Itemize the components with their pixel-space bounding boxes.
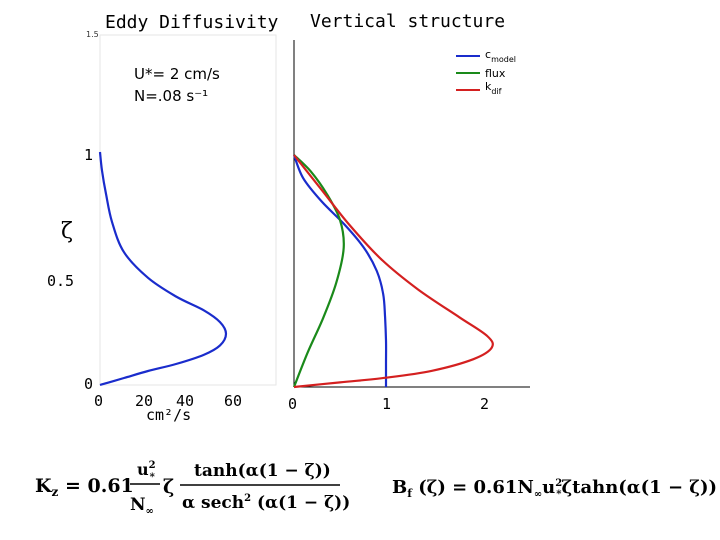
left-ytick-0: 0 [84, 375, 94, 393]
n-annotation: N=.08 s⁻¹ [134, 87, 209, 105]
left-x-axis-label: cm²/s [146, 406, 192, 424]
left-xtick-60: 60 [224, 392, 243, 410]
ustar-annotation: U*= 2 cm/s [134, 65, 220, 83]
left-xtick-40: 40 [176, 392, 195, 410]
left-xtick-0: 0 [94, 392, 104, 410]
kz-sech: α sech$^2$ (α(1 − ζ)) [182, 493, 351, 513]
legend-label-flux: flux [485, 67, 506, 80]
right-xtick-2: 2 [480, 395, 490, 413]
kz-numerator-u: $u^2$ * [137, 460, 156, 483]
left-y-ticks [47, 146, 93, 393]
right-xtick-0: 0 [288, 395, 298, 413]
left-series-line-0 [100, 152, 226, 385]
zeta-axis-label: ζ [61, 219, 73, 244]
kz-tanh: tanh(α(1 − ζ)) [194, 461, 331, 481]
right-x-ticks [288, 395, 489, 413]
right-series-line-1 [294, 155, 344, 387]
kz-zeta: ζ [163, 476, 175, 498]
left-ytick-top: 1.5 [86, 30, 99, 39]
kz-equation [35, 460, 350, 517]
left-ytick-05: 0.5 [47, 272, 75, 290]
left-series-group [100, 152, 226, 385]
kz-symbol: $K_z = 0.61$ [35, 475, 134, 499]
right-xtick-1: 1 [382, 395, 392, 413]
eddy-diffusivity-panel [47, 12, 279, 424]
right-chart-title: Vertical structure [310, 11, 506, 32]
right-series-group [294, 155, 493, 387]
legend-label-cmodel: $c_{model}$ [485, 48, 516, 64]
vertical-structure-panel [288, 11, 530, 413]
left-ytick-1: 1 [84, 146, 94, 164]
bf-formula: $B_f$ $(\zeta) = 0.61N_\infty u^2$ *ζtahn(α(1 − ζ)) [392, 477, 717, 500]
legend [456, 48, 516, 96]
left-chart-title: Eddy Diffusivity [105, 12, 279, 33]
left-xtick-20: 20 [135, 392, 154, 410]
kz-denominator-n: $N_\infty$ [130, 495, 154, 517]
bf-equation [392, 477, 717, 500]
legend-label-kdif: $k_{dif}$ [485, 80, 502, 96]
